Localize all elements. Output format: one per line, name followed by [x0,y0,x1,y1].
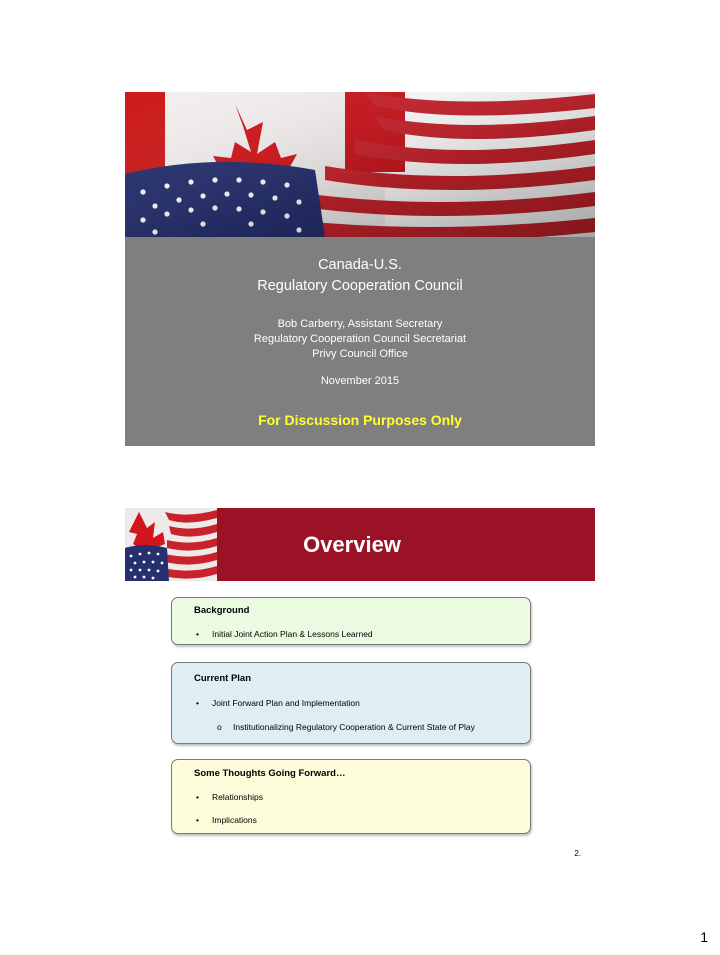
background-heading: Background [194,605,250,616]
discussion-notice: For Discussion Purposes Only [258,412,462,428]
title-line-2: Regulatory Cooperation Council [257,278,463,294]
presentation-date: November 2015 [320,375,400,387]
organization-line-1: Regulatory Cooperation Council Secretariat [253,333,467,345]
slide-page-number: 2. [574,849,581,858]
sheet-page-number: 1 [700,929,708,945]
title-panel [125,237,595,446]
overview-slide [125,508,595,863]
overview-title: Overview [303,532,401,557]
canada-us-flag-banner [125,92,595,237]
current-plan-heading: Current Plan [194,673,252,684]
slide-header [125,508,595,581]
list-item: • Initial Joint Action Plan & Lessons Learned [196,629,373,639]
thoughts-forward-heading: Some Thoughts Going Forward… [194,768,346,779]
thoughts-forward-section [171,759,531,834]
list-item: • Relationships [196,792,264,802]
mini-flags-icon [125,508,217,581]
list-item: • Implications [196,815,257,825]
sub-list-item: o Institutionalizing Regulatory Cooperation & Current State of Play [217,722,475,732]
background-section [171,597,531,645]
title-slide [125,92,595,446]
list-item: • Joint Forward Plan and Implementation [196,698,360,708]
presenter-name: Bob Carberry, Assistant Secretary [277,318,443,330]
current-plan-section [171,662,531,744]
organization-line-2: Privy Council Office [312,348,408,360]
flags-image [125,92,595,237]
title-line-1: Canada-U.S. [318,257,402,273]
header-flag-image [125,508,217,581]
